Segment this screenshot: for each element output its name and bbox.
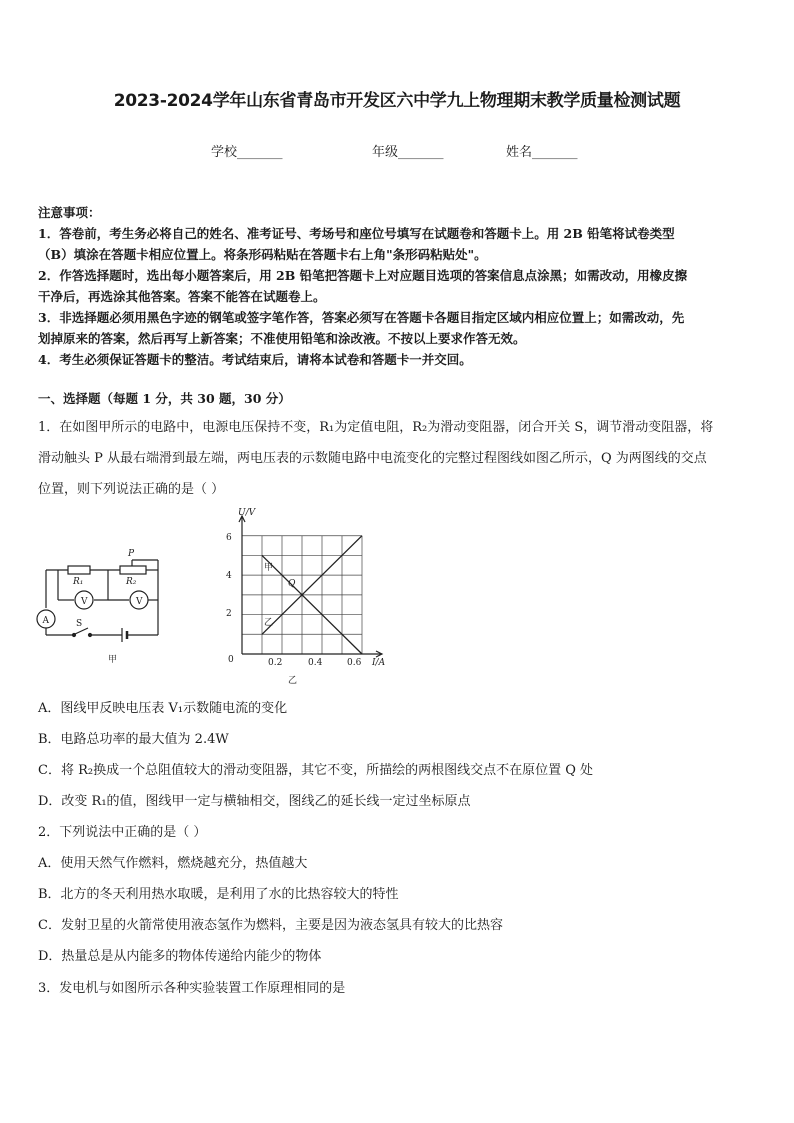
- notice-line: （B）填涂在答题卡相应位置上。将条形码粘贴在答题卡右上角"条形码粘贴处"。: [38, 247, 487, 262]
- question-1-line: 位置，则下列说法正确的是（ ）: [38, 482, 225, 497]
- q1-option-a: A．图线甲反映电压表 V₁示数随电流的变化: [38, 701, 288, 716]
- question-1-line: 1．在如图甲所示的电路中，电源电压保持不变，R₁为定值电阻，R₂为滑动变阻器，闭合开关 S，调节滑动变阻器，将: [38, 420, 714, 435]
- graph-caption: 乙: [288, 676, 298, 686]
- page-title: 2023-2024学年山东省青岛市开发区六中学九上物理期末教学质量检测试题: [113, 91, 681, 111]
- intersection-q-label: Q: [288, 579, 296, 589]
- series-yi-line: [262, 536, 362, 635]
- y-axis-label: U/V: [238, 508, 256, 518]
- x-axis-label: I/A: [372, 658, 386, 668]
- switch-label: S: [76, 619, 83, 629]
- grade-field: 年级_______: [372, 145, 444, 160]
- name-field: 姓名_______: [506, 145, 578, 160]
- notice-line: 划掉原来的答案，然后再写上新答案；不准使用铅笔和涂改液。不按以上要求作答无效。: [38, 331, 526, 346]
- r2-label: R₂: [126, 577, 137, 587]
- q1-option-d: D．改变 R₁的值，图线甲一定与横轴相交，图线乙的延长线一定过坐标原点: [38, 794, 471, 809]
- r2-resistor: [120, 566, 146, 574]
- notice-line: 干净后，再选涂其他答案。答案不能答在试题卷上。: [38, 289, 326, 304]
- origin-label: 0: [228, 655, 234, 665]
- question-1-line: 滑动触头 P 从最右端滑到最左端，两电压表的示数随电路中电流变化的完整过程图线如图乙所示，Q 为两图线的交点: [38, 451, 707, 466]
- voltmeter-v1-label: V: [81, 597, 88, 607]
- notice-line: 4．考生必须保证答题卡的整洁。考试结束后，请将本试卷和答题卡一并交回。: [38, 352, 472, 367]
- r1-label: R₁: [73, 577, 84, 587]
- y-tick-label: 6: [226, 533, 232, 543]
- voltmeter-v2-label: V: [136, 597, 143, 607]
- y-tick-label: 2: [226, 609, 232, 619]
- school-field: 学校_______: [211, 145, 283, 160]
- q2-option-b: B．北方的冬天利用热水取暖，是利用了水的比热容较大的特性: [38, 887, 399, 902]
- notice-line: 1．答卷前，考生务必将自己的姓名、准考证号、考场号和座位号填写在试题卷和答题卡上。用 2B 铅笔将试卷类型: [38, 226, 675, 241]
- notice-heading: 注意事项：: [38, 205, 101, 220]
- y-tick-label: 4: [226, 571, 232, 581]
- q2-option-c: C．发射卫星的火箭常使用液态氢作为燃料，主要是因为液态氢具有较大的比热容: [38, 918, 503, 933]
- q2-option-a: A．使用天然气作燃料，燃烧越充分，热值越大: [38, 856, 308, 871]
- q1-option-c: C．将 R₂换成一个总阻值较大的滑动变阻器，其它不变，所描绘的两根图线交点不在原位置 Q 处: [38, 763, 594, 778]
- x-tick-label: 0.2: [268, 658, 283, 668]
- series-jia-line: [262, 555, 362, 654]
- q2-option-d: D．热量总是从内能多的物体传递给内能少的物体: [38, 949, 322, 964]
- question-3-stem: 3．发电机与如图所示各种实验装置工作原理相同的是: [38, 981, 346, 996]
- q1-option-b: B．电路总功率的最大值为 2.4W: [38, 732, 229, 747]
- x-tick-label: 0.6: [347, 658, 362, 668]
- section-heading: 一、选择题（每题 1 分，共 30 题，30 分）: [38, 391, 291, 406]
- circuit-caption: 甲: [108, 655, 118, 665]
- ammeter-label: A: [42, 616, 49, 626]
- circuit-diagram: [36, 540, 166, 670]
- notice-line: 3．非选择题必须用黑色字迹的钢笔或签字笔作答，答案必须写在答题卡各题目指定区域内相应位置上；如需改动，先: [38, 310, 685, 325]
- question-2-stem: 2．下列说法中正确的是（ ）: [38, 825, 207, 840]
- series-yi-label: 乙: [264, 618, 274, 628]
- u-i-graph: [222, 504, 402, 690]
- slider-p-label: P: [128, 549, 135, 559]
- series-jia-label: 甲: [264, 563, 274, 573]
- x-tick-label: 0.4: [308, 658, 323, 668]
- r1-resistor: [68, 566, 90, 574]
- notice-line: 2．作答选择题时，选出每小题答案后，用 2B 铅笔把答题卡上对应题目选项的答案信息点涂黑；如需改动，用橡皮擦: [38, 268, 688, 283]
